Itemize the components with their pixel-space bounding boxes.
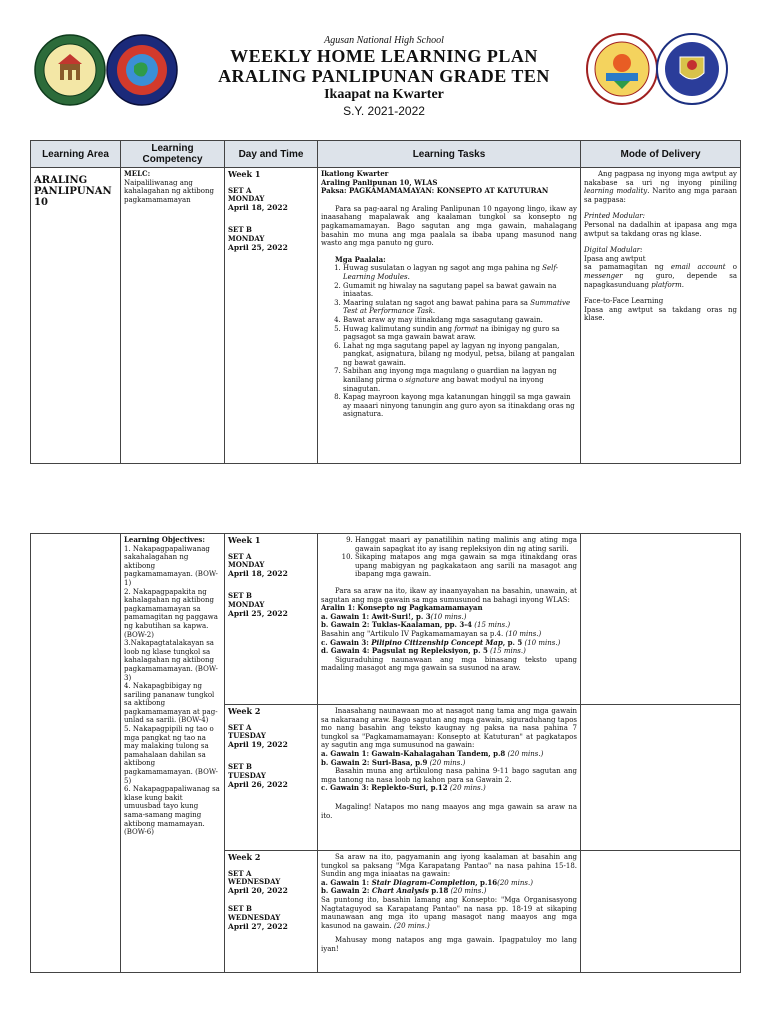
task-item: a. Gawain 1: Stair Diagram-Completion, p.16(20 mins.) <box>321 877 533 887</box>
paalala-item: 1. Huwag susulatan o lagyan ng sagot ang mga pahina ng Self-Learning Modules. <box>343 264 577 281</box>
set-b-day: WEDNESDAY <box>228 912 281 922</box>
page-title: WEEKLY HOME LEARNING PLAN <box>230 46 538 66</box>
learning-objectives-cell <box>121 534 225 973</box>
objective-item: 1. Nakapagpapaliwanag sakahalagahan ng aktibong pagkamamamayan. (BOW-1) <box>124 544 218 587</box>
mode-of-delivery-cell-empty <box>581 705 741 851</box>
digital-modular-heading: Digital Modular: <box>584 246 643 255</box>
set-a-label: SET A <box>228 185 252 195</box>
paalala-item: 5. Huwag kalimutang sundin ang format na ibinigay ng guro sa pagsagot sa mga gawain bawat araw. <box>343 325 577 342</box>
kagawaran-ng-edukasyon-logo <box>656 33 728 105</box>
set-a-day: TUESDAY <box>228 731 266 741</box>
objective-item: 6. Nakapagpapaliwanag sa klase kung bakit umuusbad tayo kung sama-samang maging aktibong mamamayan. (BOW-6) <box>124 785 220 837</box>
header-day-and-time: Day and Time <box>225 141 318 168</box>
set-b-date: April 26, 2022 <box>228 779 288 789</box>
aralin-heading: Aralin 1: Konsepto ng Pagkamamamayan <box>321 603 483 613</box>
division-butuan-city-logo <box>586 33 658 105</box>
printed-modular-text: Personal na dadalhin at ipapasa ang mga awtput sa takdang oras ng klase. <box>584 220 737 238</box>
printed-modular-heading: Printed Modular: <box>584 212 645 221</box>
mode-intro: Ang pagpasa ng inyong mga awtput ay nakabase sa uri ng inyong piniling learning modality. Narito ang mga paraan sa pagpasa: <box>584 170 737 204</box>
digital-modular-text: sa pamamagitan ng email account o messenger ng guro, depende sa napagkasunduang platform. <box>584 263 737 289</box>
paalala-list <box>321 264 577 419</box>
set-b-date: April 25, 2022 <box>228 242 288 252</box>
task-closing: Mahusay mong natapos ang mga gawain. Ipagpatuloy mo lang iyan! <box>321 936 577 953</box>
objectives-title: Learning Objectives: <box>124 535 205 544</box>
paalala-list-continued <box>321 536 577 579</box>
learning-area-cell <box>31 168 121 464</box>
set-a-date: April 19, 2022 <box>228 739 288 749</box>
objective-item: 4. Nakapagbibigay ng sariling pananaw tungkol sa aktibong pagkamamamayan at pag-unlad sa sarili. (BOW-4) <box>124 682 218 725</box>
set-b-label: SET B <box>228 762 252 772</box>
set-a-date: April 20, 2022 <box>228 885 288 895</box>
task-intro: Sa araw na ito, pagyamanin ang iyong kaalaman at basahin ang tungkol sa paksang "Mga Karapatang Pantao" na nasa pahina 15-18. Sundin ang mga iniaatas na gawain: <box>321 853 577 879</box>
objective-item: 5. Nakapagpipili ng tao o mga pangkat ng tao na may malaking tulong sa pamahalaan dahilan sa aktibong pagkamamamayan. (BOW-5) <box>124 725 218 785</box>
melc-label: MELC: <box>124 169 151 178</box>
set-a-label: SET A <box>228 551 252 561</box>
paalala-item: 2. Gumamit ng hiwalay na sagutang papel sa bawat gawain na iniaatas. <box>343 282 577 299</box>
set-a-day: MONDAY <box>228 560 265 570</box>
header-mode-of-delivery: Mode of Delivery <box>581 141 741 168</box>
task-intro: Inaasahang naunawaan mo at nasagot nang tama ang mga gawain sa nakaraang araw. Bago sagutan ang mga gawain, siguraduhang tapos mo nang basahin ang teksto kaugnay ng paksa na nasa pahina 7 tungkol sa "Pagkamamamayan: Konsepto at Katuturan" at pagkatapos ay sagutin ang mga sumusunod na gawain: <box>321 707 577 750</box>
subject-line: Araling Panlipunan 10, WLAS <box>321 177 438 187</box>
lesson-plan-table-2 <box>30 533 741 973</box>
task-item: a. Gawain 1: Awit-Suri!, p. 3(10 mins.) <box>321 611 467 621</box>
paalala-item: 7. Sabihan ang inyong mga magulang o guardian na lagyan ng kanilang pirma o signature ang bawat modyul na inyong sinagutan. <box>343 367 577 393</box>
task-item: d. Gawain 4: Pagsulat ng Repleksiyon, p. 5 (15 mins.) <box>321 646 526 656</box>
page-subtitle: ARALING PANLIPUNAN GRADE TEN <box>218 66 550 86</box>
intro-paragraph: Para sa pag-aaral ng Araling Panlipunan 10 ngayong lingo, ikaw ay inaasahang mapalawak ang kaalaman tungkol sa konsepto ng pagkamamamayan. Bago sagutan ang mga gawain, mahalagang basahin mo muna ang mga paalala sa ibaba upang masunod nang wasto ang mga panuto ng guro. <box>321 204 577 248</box>
task-item: b. Gawain 2: Chart Analysis p.18 (20 mins.) <box>321 886 487 896</box>
set-a-label: SET A <box>228 722 252 732</box>
header-learning-competency: Learning Competency <box>121 141 225 168</box>
set-a-date: April 18, 2022 <box>228 202 288 212</box>
paalala-item: 4. Bawat araw ay may itinakdang mga sasagutang gawain. <box>343 316 577 325</box>
digital-modular-line1: Ipasa ang awtput <box>584 254 646 263</box>
task-item: Basahin ang "Artikulo IV Pagkamamamayan sa p.4. (10 mins.) <box>321 629 542 638</box>
day-time-cell <box>225 705 318 851</box>
learning-area: ARALING PANLIPUNAN 10 <box>34 175 112 208</box>
set-b-label: SET B <box>228 225 252 235</box>
set-a-label: SET A <box>228 868 252 878</box>
learning-area-cell-empty <box>31 534 121 973</box>
task-closing: Magaling! Natapos mo nang maayos ang mga gawain sa araw na ito. <box>321 802 577 820</box>
header-learning-tasks: Learning Tasks <box>318 141 581 168</box>
set-b-date: April 25, 2022 <box>228 608 288 618</box>
week-label: Week 1 <box>228 169 261 179</box>
set-b-day: MONDAY <box>228 599 265 609</box>
set-b-day: TUESDAY <box>228 770 266 780</box>
paalala-heading: Mga Paalala: <box>335 254 386 264</box>
topic-line: Paksa: PAGKAMAMAMAYAN: KONSEPTO AT KATUTURAN <box>321 186 549 196</box>
set-a-date: April 18, 2022 <box>228 568 288 578</box>
school-year: S.Y. 2021-2022 <box>343 104 425 118</box>
set-b-label: SET B <box>228 904 252 914</box>
learning-tasks-cell <box>318 705 581 851</box>
task-item: b. Gawain 2: Tuklas-Kaalaman, pp. 3-4 (15 mins.) <box>321 620 511 630</box>
learning-tasks-cell <box>318 534 581 705</box>
competency-text: Naipaliliwanag ang kahalagahan ng aktibong pagkamamamayan <box>124 178 214 204</box>
paalala-item: 6. Lahat ng mga sagutang papel ay lagyan ng inyong pangalan, pangkat, asignatura, bilang ng modyul, petsa, bilang at pangalan ng bawat gawain. <box>343 342 577 368</box>
task-item: c. Gawain 3: Replekto-Suri, p.12 (20 mins.) <box>321 783 486 793</box>
paalala-item: 9. Hanggat maari ay panatilihin nating malinis ang ating mga gawain sapagkat ito ay isang repleksiyon din ng ating sarili. <box>355 536 577 553</box>
set-b-date: April 27, 2022 <box>228 921 288 931</box>
paalala-item: 3. Maaring sulatan ng sagot ang bawat pahina para sa Summative Test at Performance Task. <box>343 299 577 316</box>
lesson-plan-table-1 <box>30 140 741 464</box>
week-label: Week 1 <box>228 535 261 545</box>
mode-of-delivery-cell <box>581 168 741 464</box>
objective-item: 2. Nakapagpapakita ng kahalagahan ng aktibong pagkamamamayan sa pamamagitan ng paggawa ng kabutihan sa kapwa. (BOW-2) <box>124 587 218 639</box>
task-note: Basahin muna ang artikulong nasa pahina 9-11 bago sagutan ang mga tanong na nasa loob ng kahon para sa Gawain 2. <box>321 767 577 784</box>
quarter-title: Ikaapat na Kwarter <box>324 87 444 102</box>
school-name: Agusan National High School <box>324 35 444 46</box>
set-b-day: MONDAY <box>228 233 265 243</box>
set-b-label: SET B <box>228 591 252 601</box>
paalala-item: 10. Sikaping matapos ang mga gawain sa mga itinakdang oras upang mabigyan ng pagkakataon ang sarili na masagot ang ibapang mga gawain. <box>355 553 577 579</box>
mode-of-delivery-cell-empty <box>581 534 741 705</box>
objective-item: 3.Nakapagtatalakayan sa loob ng klase tungkol sa kahalagahan ng aktibong pagkamamamayan. (BOW-3) <box>124 639 218 682</box>
f2f-heading: Face-to-Face Learning <box>584 297 664 306</box>
day-time-cell <box>225 168 318 464</box>
social-studies-department-logo <box>106 34 178 106</box>
competency-cell <box>121 168 225 464</box>
anhs-seal-logo <box>34 34 106 106</box>
task-item: a. Gawain 1: Gawain-Kahalagahan Tandem, p.8 (20 mins.) <box>321 748 544 758</box>
header-learning-area: Learning Area <box>31 141 121 168</box>
set-a-day: MONDAY <box>228 194 265 204</box>
mode-of-delivery-cell-empty <box>581 851 741 973</box>
task-intro: Para sa araw na ito, ikaw ay inaanyayahan na basahin, unawain, at sagutan ang mga gawain sa mga sumusunod na bahagi inyong WLAS: <box>321 586 577 604</box>
task-closing: Siguraduhing naunawaan ang mga binasang teksto upang madaling masagot ang mga gawain sa susunod na araw. <box>321 655 577 673</box>
day-time-cell <box>225 534 318 705</box>
week-label: Week 2 <box>228 706 261 716</box>
learning-tasks-cell <box>318 168 581 464</box>
week-label: Week 2 <box>228 852 261 862</box>
task-item: c. Gawain 3: Pilipino Citizenship Concept Map, p. 5 (10 mins.) <box>321 637 561 647</box>
paalala-item: 8. Kapag mayroon kayong mga katanungan hinggil sa mga gawain ay maaari ninyong tanungin ang guro ayon sa itinakdang oras ng asignatura. <box>343 393 577 419</box>
day-time-cell <box>225 851 318 973</box>
f2f-text: Ipasa ang awtput sa takdang oras ng klase. <box>584 305 737 323</box>
set-a-day: WEDNESDAY <box>228 877 281 887</box>
quarter-line: Ikatlong Kwarter <box>321 169 389 178</box>
learning-tasks-cell <box>318 851 581 973</box>
task-note: Sa puntong ito, basahin lamang ang Konsepto: "Mga Organisasyong Nagtataguyod sa Karapatang Pantao" na nasa pp. 18-19 at sikaping maunawaan ang mga ito upang masagot nang maayos ang mga kasunod na gawain. (20 mins.) <box>321 895 577 930</box>
task-item: b. Gawain 2: Suri-Basa, p.9 (20 mins.) <box>321 757 466 767</box>
